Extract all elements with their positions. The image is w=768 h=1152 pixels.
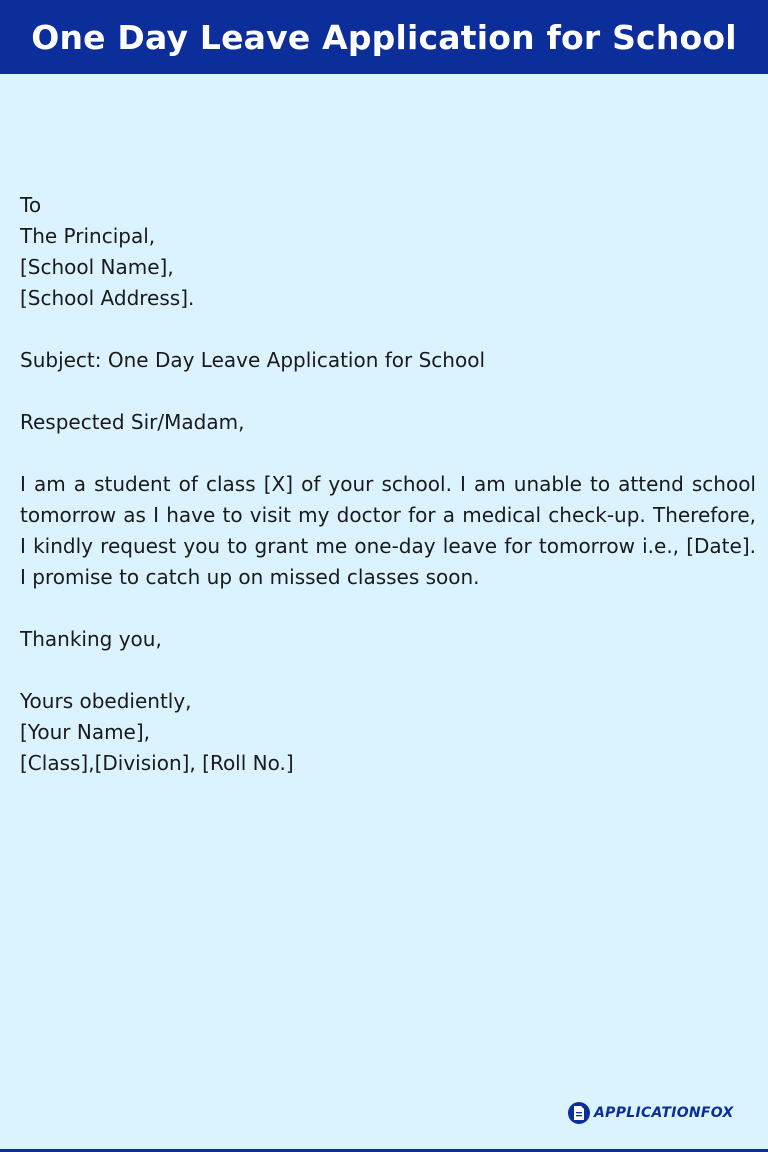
page-header (0, 0, 768, 74)
salutation: Respected Sir/Madam, (20, 410, 245, 434)
closing-block (20, 624, 756, 655)
salutation-block (20, 407, 756, 438)
body-block (20, 469, 756, 593)
closing-line: Thanking you, (20, 627, 162, 651)
recipient-title: The Principal, (20, 224, 156, 248)
recipient-block (20, 190, 756, 314)
subject-block (20, 345, 756, 376)
recipient-school-address: [School Address]. (20, 286, 195, 310)
letter-body (20, 190, 756, 779)
page-title: One Day Leave Application for School (31, 17, 737, 57)
recipient-to: To (20, 193, 42, 217)
logo-text: APPLICATIONFOX (594, 1105, 734, 1121)
subject-line: Subject: One Day Leave Application for School (20, 348, 485, 372)
signoff-yours: Yours obediently, (20, 689, 192, 713)
document-icon (568, 1102, 590, 1124)
signoff-class: [Class],[Division], [Roll No.] (20, 751, 294, 775)
signoff-name: [Your Name], (20, 720, 151, 744)
signoff-block (20, 686, 756, 779)
applicationfox-logo (568, 1102, 734, 1124)
body-paragraph: I am a student of class [X] of your school. I am unable to attend school tomorrow as I have to visit my doctor for a medical check-up. Therefore, I kindly request you to grant me one-day leave for tomorrow i.e., [Date]. I promise to catch up on missed classes soon. (20, 472, 756, 589)
recipient-school-name: [School Name], (20, 255, 174, 279)
